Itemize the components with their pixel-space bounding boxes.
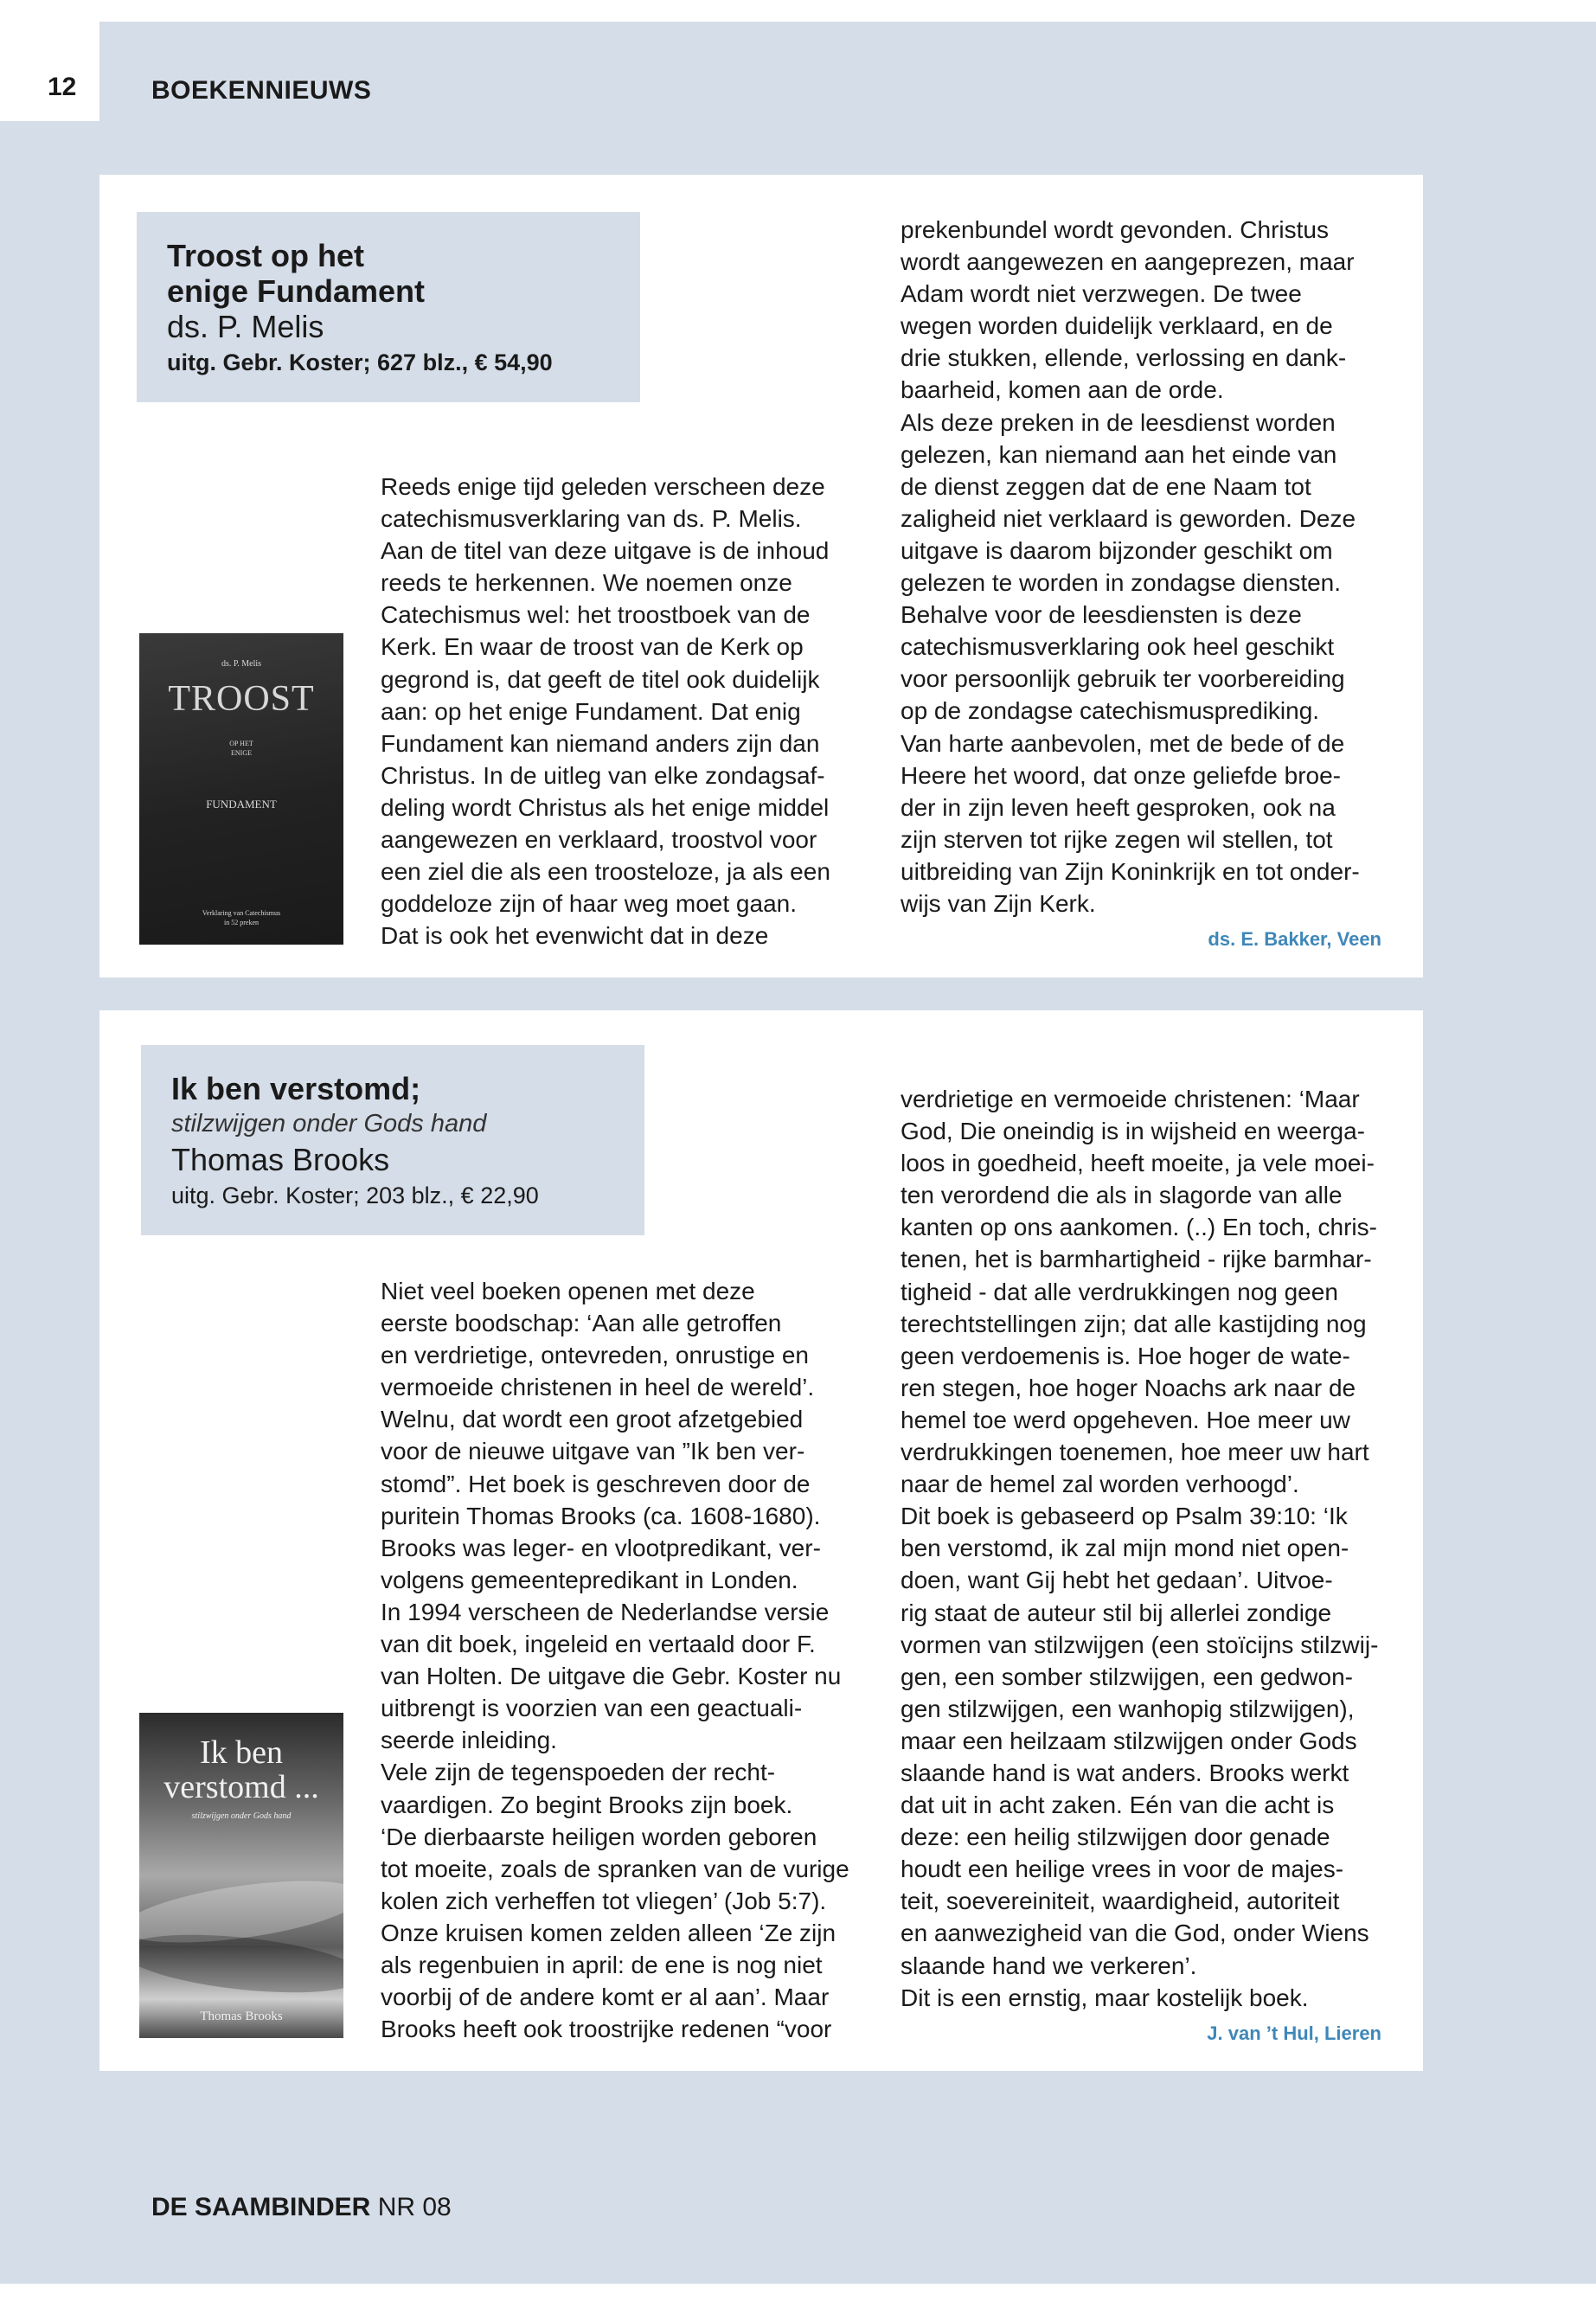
- cover-author: Thomas Brooks: [200, 2009, 283, 2023]
- book-meta: uitg. Gebr. Koster; 627 blz., € 54,90: [167, 349, 553, 375]
- book-author: ds. P. Melis: [167, 309, 324, 344]
- cover-dune-shadow: [139, 1926, 343, 2003]
- cover-title: TROOST: [168, 679, 315, 719]
- review-text-column-2: prekenbundel wordt gevonden. Christus wordt aangewezen en aangeprezen, maar Adam wordt niet verzwegen. De twee wegen worden duidelijk verklaard, en de drie stukken, ellende, verlossing en dank- baarheid, komen aan de orde. Als deze preken in de leesdienst worden gelezen, kan niemand aan het einde van de dienst zeggen dat de ene Naam tot zaligheid niet verklaard is geworden. Deze uitgave is daarom bijzonder geschikt om gelezen te worden in zondagse diensten. Behalve voor de leesdiensten is deze catechismusverklaring ook heel geschikt voor persoonlijk gebruik ter voorbereiding op de zondagse catechismusprediking. Van harte aanbevolen, met de bede of de Heere het woord, dat onze geliefde broe- der in zijn leven heeft gesproken, ook na zijn sterven tot rijke zegen wil stellen, tot uitbreiding van Zijn Koninkrijk en tot onder- wijs van Zijn Kerk.: [901, 216, 1360, 917]
- book-cover-verstomd: [139, 1713, 343, 2038]
- cover-footer-text: Verklaring van Catechismus in 52 preken: [202, 909, 281, 926]
- section-title: BOEKENNIEUWS: [151, 76, 372, 105]
- cover-author: ds. P. Melis: [221, 659, 262, 669]
- magazine-name: DE SAAMBINDER: [151, 2193, 371, 2221]
- book-title: Ik ben verstomd;: [171, 1071, 421, 1106]
- book-title-line1: Troost op het: [167, 238, 364, 273]
- review-text-column-1: Niet veel boeken openen met deze eerste boodschap: ‘Aan alle getroffen en verdrietige, ontevreden, onrustige en vermoeide christenen in heel de wereld’. Welnu, dat wordt een groot afzetgebied voor de nieuwe uitgave van ”Ik ben ver- stomd”. Het boek is geschreven door de puritein Thomas Brooks (ca. 1608-1680). Brooks was leger- en vlootpredikant, ver- volgens gemeentepredikant in Londen. In 1994 verscheen de Nederlandse versie van dit boek, ingeleid en vertaald door F. van Holten. De uitgave die Gebr. Koster nu uitbrengt is voorzien van een geactuali- seerde inleiding. Vele zijn de tegenspoeden der recht- vaardigen. Zo begint Brooks zijn boek. ‘De dierbaarste heiligen worden geboren tot moeite, zoals de spranken van de vurige kolen zich verheffen tot vliegen’ (Job 5:7). Onze kruisen komen zelden alleen ‘Ze zijn als regenbuien in april: de ene is nog niet voorbij of de andere komt er al aan’. Maar Brooks heeft ook troostrijke redenen “voor: [381, 1278, 849, 2043]
- book-meta: uitg. Gebr. Koster; 203 blz., € 22,90: [171, 1183, 539, 1208]
- cover-middle-text: OP HET ENIGE: [229, 740, 253, 757]
- page-number: 12: [48, 73, 77, 101]
- book-title-line2: enige Fundament: [167, 273, 426, 309]
- cover-title: Ik ben verstomd ...: [163, 1734, 319, 1805]
- reviewer-signature: J. van ’t Hul, Lieren: [1207, 2022, 1381, 2044]
- review-text-column-1: Reeds enige tijd geleden verscheen deze catechismusverklaring van ds. P. Melis. Aan de titel van deze uitgave is de inhoud reeds te herkennen. We noemen onze Catechismus wel: het troostboek van de Kerk. En waar de troost van de Kerk op gegrond is, dat geeft de titel ook duidelijk aan: op het enige Fundament. Dat enig Fundament kan niemand anders zijn dan Christus. In de uitleg van elke zondagsaf- deling wordt Christus als het enige middel aangewezen en verklaard, troostvol voor een ziel die als een troosteloze, ja als een goddeloze zijn of haar weg moet gaan. Dat is ook het evenwicht dat in deze: [381, 473, 830, 950]
- cover-subtitle: stilzwijgen onder Gods hand: [191, 1811, 292, 1821]
- reviewer-signature: ds. E. Bakker, Veen: [1208, 928, 1381, 950]
- review-header-verstomd: [141, 1045, 644, 1235]
- issue-number: NR 08: [377, 2193, 452, 2221]
- page-footer: [151, 2193, 452, 2222]
- book-author: Thomas Brooks: [171, 1142, 390, 1177]
- book-cover-troost: [139, 633, 343, 945]
- book-subtitle: stilzwijgen onder Gods hand: [171, 1110, 487, 1138]
- background-tint-left: [0, 121, 99, 2284]
- review-header-troost: [137, 212, 640, 402]
- cover-bottom-title: FUNDAMENT: [206, 798, 277, 811]
- review-text-column-2: verdrietige en vermoeide christenen: ‘Maar God, Die oneindig is in wijsheid en weerga- loos in goedheid, heeft moeite, ja vele moei- ten verordend die als in slagorde van alle kanten op ons aankomen. (..) En toch, chris- tenen, het is barmhartigheid - rijke barmhar- tigheid - dat alle verdrukkingen nog geen terechtstellingen zijn; dat alle kastijding nog geen verdoemenis is. Hoe hoger de wate- ren stegen, hoe hoger Noachs ark naar de hemel toe werd opgeheven. Hoe meer uw verdrukkingen toenemen, hoe meer uw hart naar de hemel zal worden verhoogd’. Dit boek is gebaseerd op Psalm 39:10: ‘Ik ben verstomd, ik zal mijn mond niet open- doen, want Gij hebt het gedaan’. Uitvoe- rig staat de auteur stil bij allerlei zondige vormen van stilzwijgen (een stoïcijns stilzwij- gen, een somber stilzwijgen, een gedwon- gen stilzwijgen, een wanhopig stilzwijgen), maar een heilzaam stilzwijgen onder Gods slaande hand is wat anders. Brooks werkt dat uit in acht zaken. Eén van die acht is deze: een heilig stilzwijgen door genade houdt een heilige vrees in voor de majes- teit, soevereiniteit, waardigheid, autoriteit en aanwezigheid van die God, onder Wiens slaande hand we verkeren’. Dit is een ernstig, maar kostelijk boek.: [901, 1086, 1379, 2011]
